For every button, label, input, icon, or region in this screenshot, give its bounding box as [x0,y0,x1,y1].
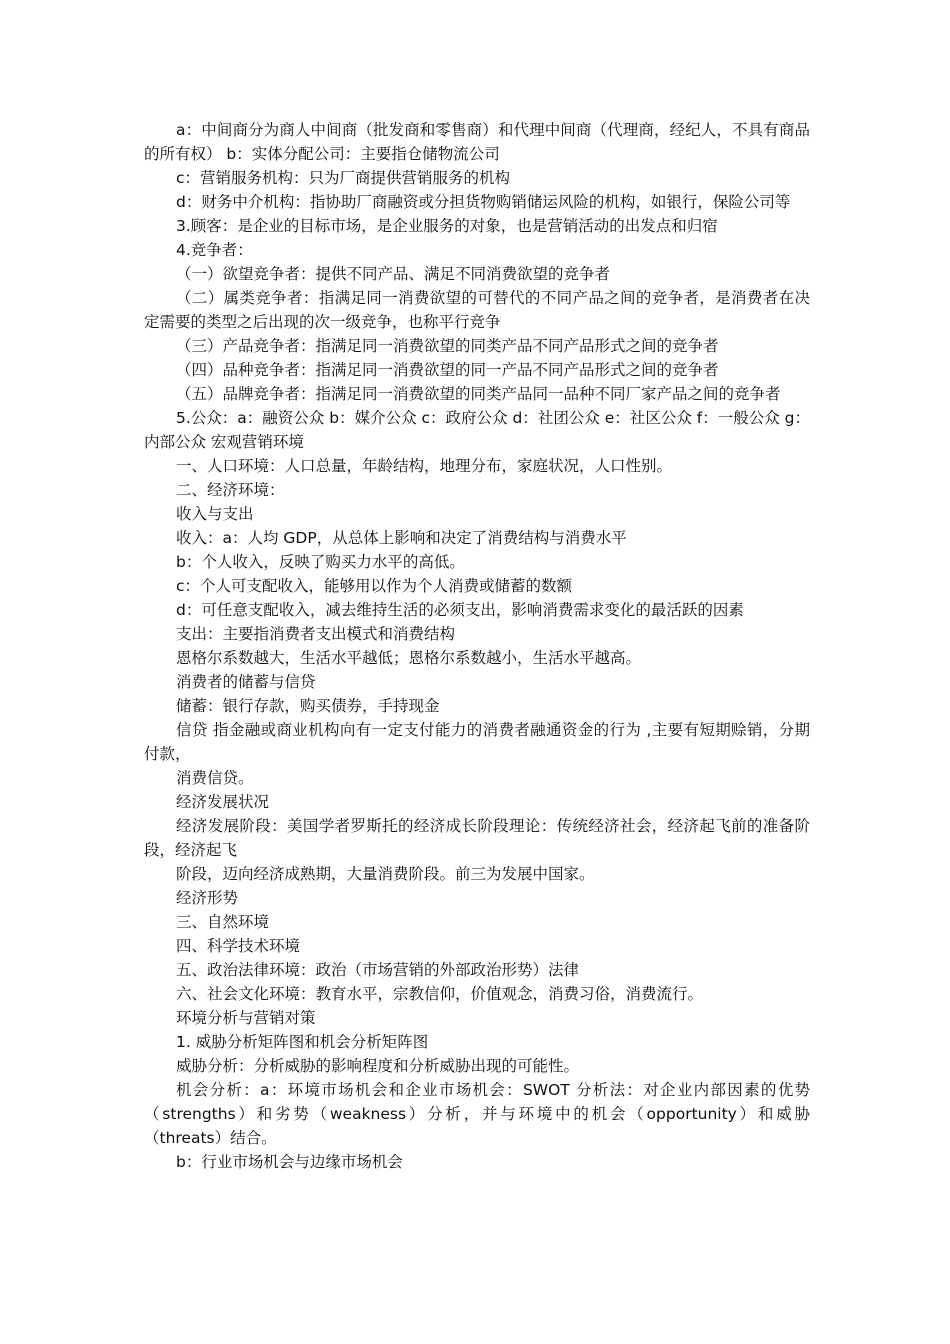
paragraph-income-c: c：个人可支配收入，能够用以作为个人消费或储蓄的数额 [176,577,573,595]
heading-technology-environment: 四、科学技术环境 [176,937,301,955]
paragraph-competitor-variety: （四）品种竞争者：指满足同一消费欲望的同一产品不同产品形式之间的竞争者 [176,361,719,379]
paragraph-intermediaries-c: c：营销服务机构：只为厂商提供营销服务的机构 [176,169,511,187]
paragraph-credit: 信贷 指金融或商业机构向有一定支付能力的消费者融通资金的行为 ,主要有短期赊销，分期付款， [144,721,810,763]
heading-economic-environment: 二、经济环境： [176,481,285,499]
paragraph-threat-analysis: 威胁分析：分析威胁的影响程度和分析威胁出现的可能性。 [176,1057,580,1075]
paragraph-income-d: d：可任意支配收入，减去维持生活的必须支出，影响消费需求变化的最活跃的因素 [176,601,744,619]
paragraph-development-stages: 经济发展阶段：美国学者罗斯托的经济成长阶段理论：传统经济社会，经济起飞前的准备阶段，经济起飞 [144,817,810,859]
paragraph-income-a: 收入：a：人均 GDP，从总体上影响和决定了消费结构与消费水平 [176,529,627,547]
paragraph-opportunity-analysis: 机会分析：a：环境市场机会和企业市场机会：SWOT 分析法：对企业内部因素的优势（strengths）和劣势（weakness）分析，并与环境中的机会（opportunity）和威胁（threats）结合。 [144,1081,810,1147]
paragraph-political-legal: 五、政治法律环境：政治（市场营销的外部政治形势）法律 [176,961,580,979]
paragraph-credit-continued: 消费信贷。 [176,769,254,787]
paragraph-opportunity-b: b：行业市场机会与边缘市场机会 [176,1153,403,1171]
paragraph-engel: 恩格尔系数越大，生活水平越低；恩格尔系数越小，生活水平越高。 [176,649,642,667]
heading-income-expenditure: 收入与支出 [176,505,254,523]
heading-competitors: 4.竞争者： [176,241,253,259]
paragraph-competitor-brand: （五）品牌竞争者：指满足同一消费欲望的同类产品同一品种不同厂家产品之间的竞争者 [176,385,781,403]
paragraph-intermediaries-d: d：财务中介机构：指协助厂商融资或分担货物购销储运风险的机构，如银行，保险公司等 [176,193,791,211]
heading-environment-analysis: 环境分析与营销对策 [176,1009,316,1027]
paragraph-savings: 储蓄：银行存款，购买债券，手持现金 [176,697,440,715]
heading-natural-environment: 三、自然环境 [176,913,270,931]
paragraph-population-environment: 一、人口环境：人口总量，年龄结构，地理分布，家庭状况，人口性别。 [176,457,673,475]
paragraph-competitor-product: （三）产品竞争者：指满足同一消费欲望的同类产品不同产品形式之间的竞争者 [176,337,719,355]
paragraph-intermediaries-a-b: a：中间商分为商人中间商（批发商和零售商）和代理中间商（代理商，经纪人，不具有商品的所有权） b：实体分配公司：主要指仓储物流公司 [144,121,810,163]
heading-economic-development: 经济发展状况 [176,793,270,811]
paragraph-development-stages-continued: 阶段，迈向经济成熟期，大量消费阶段。前三为发展中国家。 [176,865,595,883]
paragraph-publics: 5.公众：a：融资公众 b：媒介公众 c：政府公众 d：社团公众 e：社区公众 f：一般公众 g：内部公众 宏观营销环境 [144,409,810,451]
paragraph-income-b: b：个人收入，反映了购买力水平的高低。 [176,553,465,571]
paragraph-social-cultural: 六、社会文化环境：教育水平，宗教信仰，价值观念，消费习俗，消费流行。 [176,985,704,1003]
heading-matrix: 1. 威胁分析矩阵图和机会分析矩阵图 [176,1033,429,1051]
paragraph-expenditure: 支出：主要指消费者支出模式和消费结构 [176,625,456,643]
paragraph-competitor-generic: （二）属类竞争者：指满足同一消费欲望的可替代的不同产品之间的竞争者，是消费者在决定需要的类型之后出现的次一级竞争，也称平行竞争 [144,289,810,331]
document-body [144,118,810,1174]
heading-economic-situation: 经济形势 [176,889,239,907]
heading-savings-credit: 消费者的储蓄与信贷 [176,673,316,691]
paragraph-customers: 3.顾客：是企业的目标市场，是企业服务的对象，也是营销活动的出发点和归宿 [176,217,718,235]
paragraph-competitor-desire: （一）欲望竞争者：提供不同产品、满足不同消费欲望的竞争者 [176,265,611,283]
